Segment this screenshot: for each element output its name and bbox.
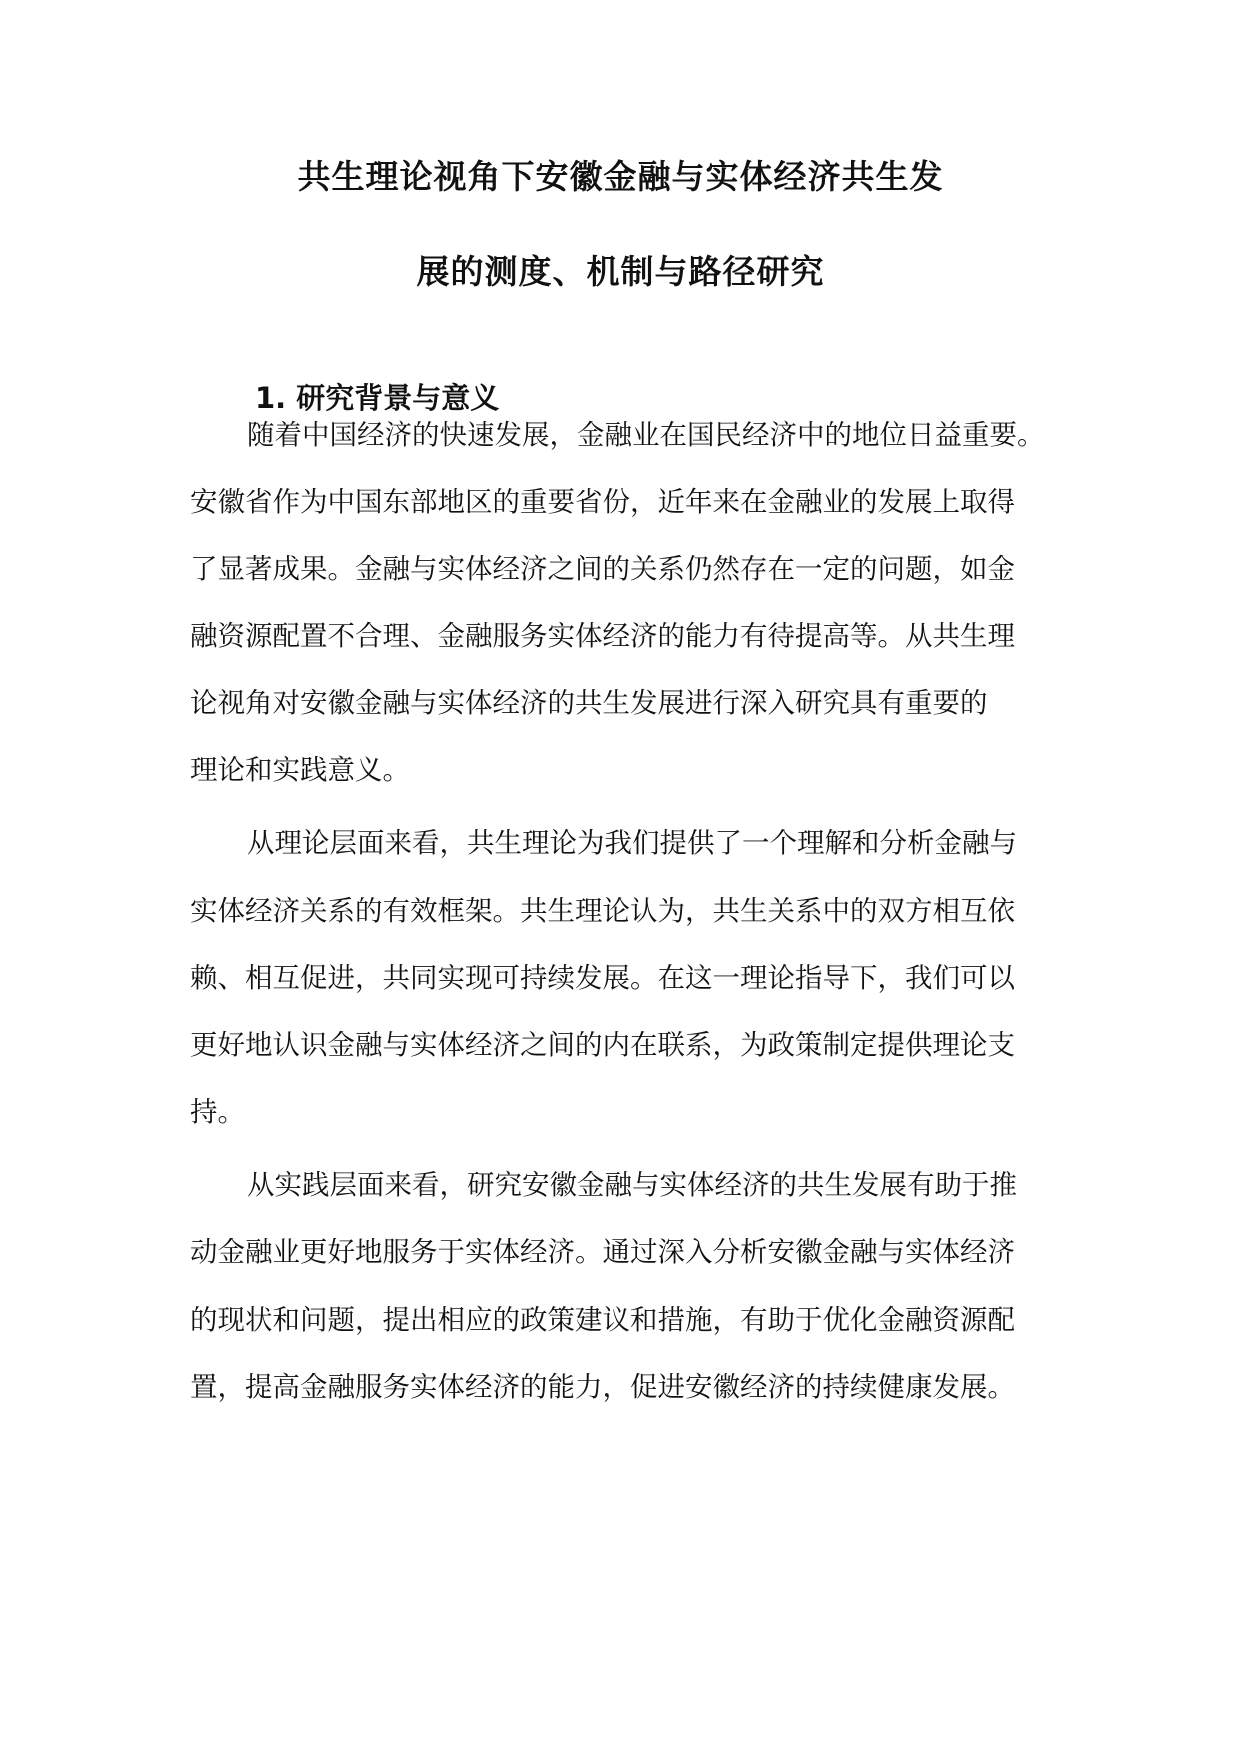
paragraph-line: 理论和实践意义。 [190,754,410,786]
paragraph-line: 赖、相互促进，共同实现可持续发展。在这一理论指导下，我们可以 [190,962,1015,994]
paragraph-line: 更好地认识金融与实体经济之间的内在联系，为政策制定提供理论支 [190,1029,1015,1061]
paragraph-line: 随着中国经济的快速发展，金融业在国民经济中的地位日益重要。 [247,419,1045,451]
paragraph-line: 从实践层面来看，研究安徽金融与实体经济的共生发展有助于推 [247,1169,1017,1201]
paragraph-line: 了显著成果。金融与实体经济之间的关系仍然存在一定的问题，如金 [190,553,1015,585]
paragraph-line: 持。 [190,1096,245,1128]
paragraph-line: 从理论层面来看，共生理论为我们提供了一个理解和分析金融与 [247,827,1017,859]
paragraph-line: 安徽省作为中国东部地区的重要省份，近年来在金融业的发展上取得 [190,486,1015,518]
section-heading: 1. 研究背景与意义 [255,381,500,415]
paragraph-line: 动金融业更好地服务于实体经济。通过深入分析安徽金融与实体经济 [190,1236,1015,1268]
document-title-line-1: 共生理论视角下安徽金融与实体经济共生发 [297,157,944,196]
paragraph-line: 的现状和问题，提出相应的政策建议和措施，有助于优化金融资源配 [190,1304,1015,1336]
paragraph-line: 论视角对安徽金融与实体经济的共生发展进行深入研究具有重要的 [190,687,988,719]
paragraph-line: 置，提高金融服务实体经济的能力，促进安徽经济的持续健康发展。 [190,1371,1015,1403]
paragraph-line: 融资源配置不合理、金融服务实体经济的能力有待提高等。从共生理 [190,620,1015,652]
document-title-line-2: 展的测度、机制与路径研究 [416,252,825,291]
paragraph-line: 实体经济关系的有效框架。共生理论认为，共生关系中的双方相互依 [190,895,1015,927]
